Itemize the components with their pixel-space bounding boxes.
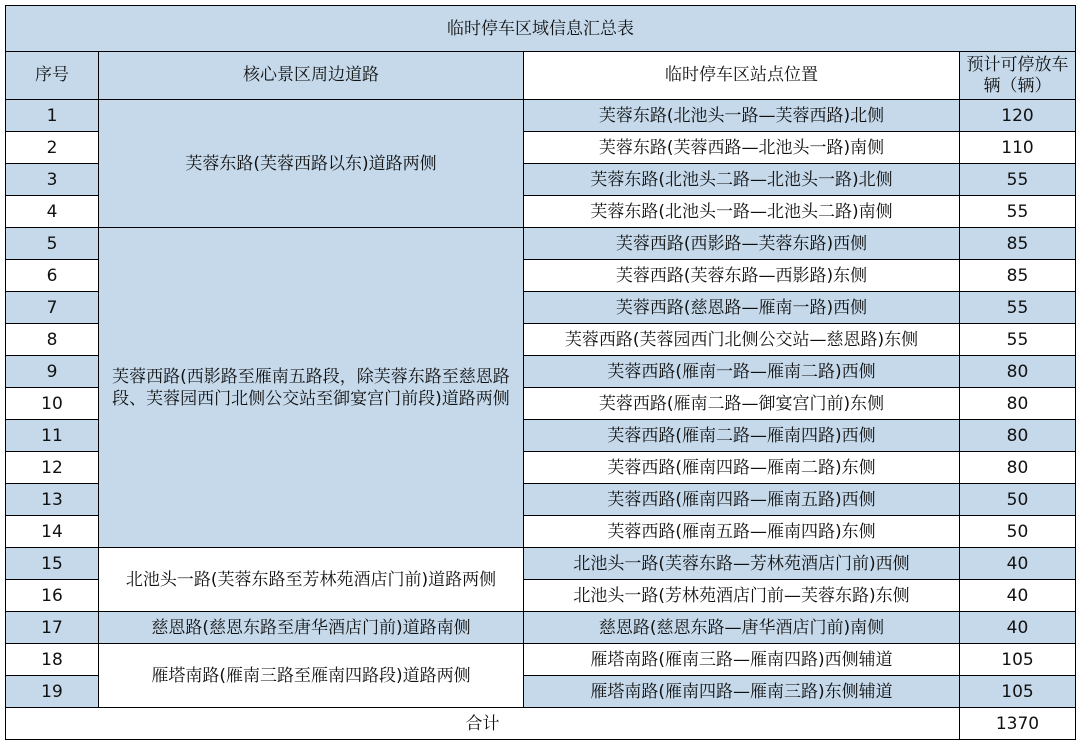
row-number: 3 [6, 164, 99, 196]
row-number: 5 [6, 228, 99, 260]
site-cell: 芙蓉东路(北池头二路—北池头一路)北侧 [524, 164, 960, 196]
count-cell: 50 [960, 516, 1076, 548]
table-row [6, 100, 1076, 132]
table-row [6, 644, 1076, 676]
site-cell: 芙蓉西路(雁南二路—御宴宫门前)东侧 [524, 388, 960, 420]
road-group-cell: 芙蓉东路(芙蓉西路以东)道路两侧 [99, 100, 524, 228]
row-number: 10 [6, 388, 99, 420]
site-cell: 芙蓉西路(雁南五路—雁南四路)东侧 [524, 516, 960, 548]
count-cell: 105 [960, 676, 1076, 708]
site-cell: 芙蓉西路(芙蓉东路—西影路)东侧 [524, 260, 960, 292]
count-cell: 85 [960, 260, 1076, 292]
site-cell: 芙蓉西路(雁南二路—雁南四路)西侧 [524, 420, 960, 452]
header-site: 临时停车区站点位置 [524, 52, 960, 100]
count-cell: 50 [960, 484, 1076, 516]
total-value: 1370 [960, 708, 1076, 740]
site-cell: 芙蓉西路(雁南四路—雁南二路)东侧 [524, 452, 960, 484]
table-row [6, 548, 1076, 580]
table-row [6, 612, 1076, 644]
row-number: 1 [6, 100, 99, 132]
site-cell: 雁塔南路(雁南三路—雁南四路)西侧辅道 [524, 644, 960, 676]
total-row [6, 708, 1076, 740]
table-row [6, 228, 1076, 260]
site-cell: 芙蓉西路(西影路—芙蓉东路)西侧 [524, 228, 960, 260]
site-cell: 雁塔南路(雁南四路—雁南三路)东侧辅道 [524, 676, 960, 708]
table-title: 临时停车区域信息汇总表 [6, 6, 1076, 52]
row-number: 8 [6, 324, 99, 356]
row-number: 16 [6, 580, 99, 612]
site-cell: 芙蓉西路(雁南一路—雁南二路)西侧 [524, 356, 960, 388]
row-number: 4 [6, 196, 99, 228]
site-cell: 北池头一路(芙蓉东路—芳林苑酒店门前)西侧 [524, 548, 960, 580]
row-number: 15 [6, 548, 99, 580]
site-cell: 芙蓉东路(北池头一路—芙蓉西路)北侧 [524, 100, 960, 132]
parking-summary-table [5, 5, 1076, 740]
header-capacity: 预计可停放车辆（辆） [960, 52, 1076, 100]
header-seq: 序号 [6, 52, 99, 100]
count-cell: 120 [960, 100, 1076, 132]
count-cell: 105 [960, 644, 1076, 676]
road-group-cell: 雁塔南路(雁南三路至雁南四路段)道路两侧 [99, 644, 524, 708]
count-cell: 55 [960, 292, 1076, 324]
row-number: 9 [6, 356, 99, 388]
road-group-cell: 北池头一路(芙蓉东路至芳林苑酒店门前)道路两侧 [99, 548, 524, 612]
site-cell: 芙蓉西路(慈恩路—雁南一路)西侧 [524, 292, 960, 324]
header-road: 核心景区周边道路 [99, 52, 524, 100]
site-cell: 芙蓉东路(北池头一路—北池头二路)南侧 [524, 196, 960, 228]
count-cell: 80 [960, 420, 1076, 452]
site-cell: 芙蓉东路(芙蓉西路—北池头一路)南侧 [524, 132, 960, 164]
row-number: 14 [6, 516, 99, 548]
count-cell: 40 [960, 612, 1076, 644]
count-cell: 110 [960, 132, 1076, 164]
row-number: 19 [6, 676, 99, 708]
count-cell: 55 [960, 164, 1076, 196]
count-cell: 55 [960, 324, 1076, 356]
count-cell: 55 [960, 196, 1076, 228]
row-number: 12 [6, 452, 99, 484]
row-number: 13 [6, 484, 99, 516]
total-label: 合计 [6, 708, 960, 740]
road-group-cell: 慈恩路(慈恩东路至唐华酒店门前)道路南侧 [99, 612, 524, 644]
site-cell: 慈恩路(慈恩东路—唐华酒店门前)南侧 [524, 612, 960, 644]
row-number: 6 [6, 260, 99, 292]
row-number: 17 [6, 612, 99, 644]
count-cell: 40 [960, 580, 1076, 612]
row-number: 7 [6, 292, 99, 324]
count-cell: 40 [960, 548, 1076, 580]
road-group-cell: 芙蓉西路(西影路至雁南五路段，除芙蓉东路至慈恩路段、芙蓉园西门北侧公交站至御宴宫门前段)道路两侧 [99, 228, 524, 548]
count-cell: 80 [960, 388, 1076, 420]
row-number: 18 [6, 644, 99, 676]
row-number: 2 [6, 132, 99, 164]
site-cell: 芙蓉西路(雁南四路—雁南五路)西侧 [524, 484, 960, 516]
count-cell: 85 [960, 228, 1076, 260]
site-cell: 芙蓉西路(芙蓉园西门北侧公交站—慈恩路)东侧 [524, 324, 960, 356]
count-cell: 80 [960, 356, 1076, 388]
site-cell: 北池头一路(芳林苑酒店门前—芙蓉东路)东侧 [524, 580, 960, 612]
count-cell: 80 [960, 452, 1076, 484]
row-number: 11 [6, 420, 99, 452]
